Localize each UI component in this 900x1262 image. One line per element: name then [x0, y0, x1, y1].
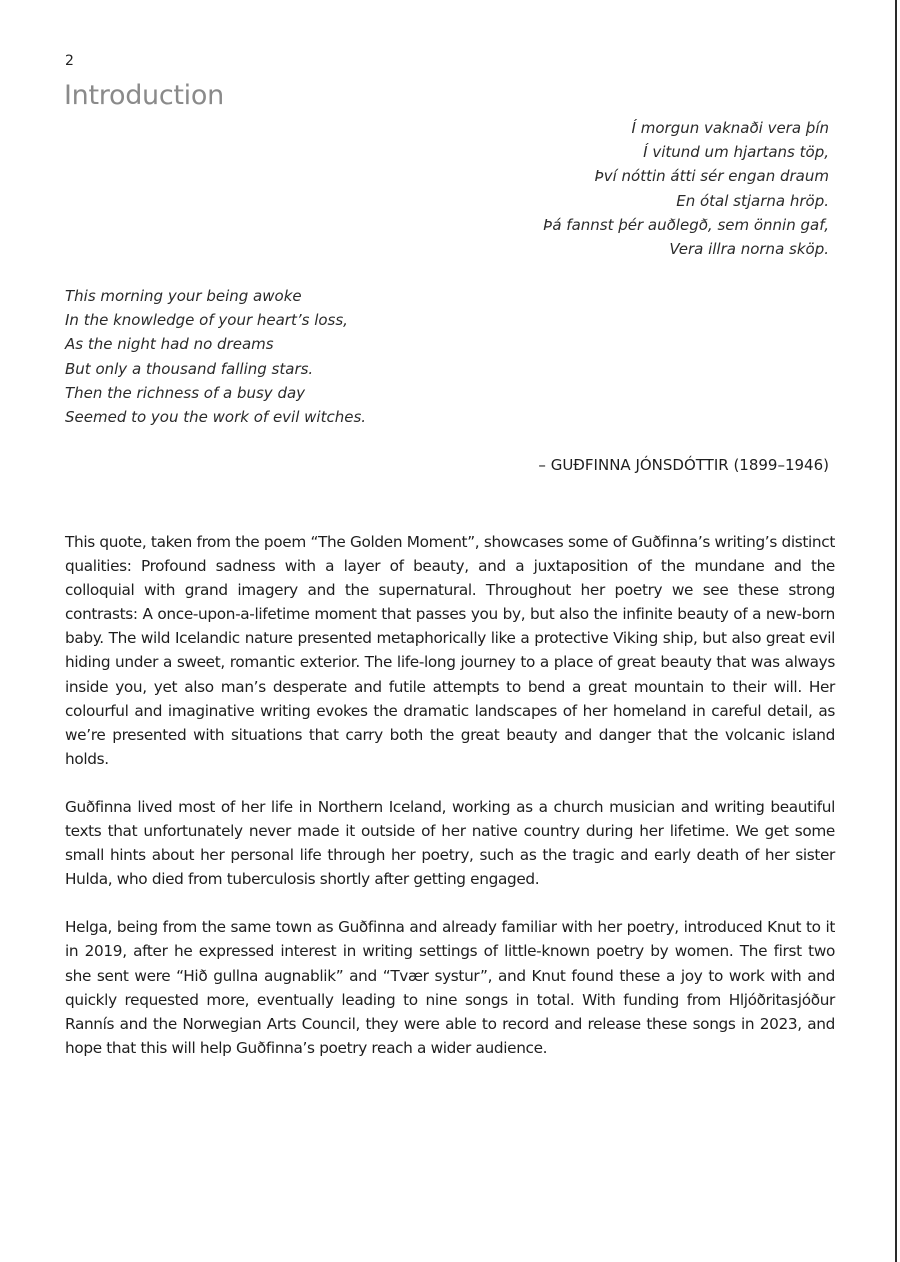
poem-original-line: Í morgun vaknaði vera þín [631, 119, 829, 137]
page-number: 2 [65, 53, 74, 69]
body-paragraph: Helga, being from the same town as Guðfinna and already familiar with her poetry, introduced Knut to it in 2019, after he expressed interest in writing settings of little-known poetry by women. The first two she sent were “Hið gullna augnablik” and “Tvær systur”, and Knut found these a joy to work with and quickly requested more, eventually leading to nine songs in total. With funding from Hljóðritasjóður Rannís and the Norwegian Arts Council, they were able to record and release these songs in 2023, and hope that this will help Guðfinna’s poetry reach a wider audience. [65, 918, 835, 1057]
poem-translation-line: Then the richness of a busy day [65, 383, 306, 402]
poem-original-line: Í vitund um hjartans töp, [643, 143, 829, 162]
poem-translation-line: But only a thousand falling stars. [65, 359, 314, 378]
poem-attribution: – GUÐFINNA JÓNSDÓTTIR (1899–1946) [538, 456, 829, 474]
body-paragraph: Guðfinna lived most of her life in Northern Iceland, working as a church musician and writing beautiful texts that unfortunately never made it outside of her native country during her lifetime. We get some small hints about her personal life through her poetry, such as the tragic and early death of her sister Hulda, who died from tuberculosis shortly after getting engaged. [65, 797, 835, 889]
poem-translation-line: As the night had no dreams [65, 335, 274, 354]
poem-translation-line: This morning your being awoke [65, 287, 302, 305]
poem-original-icelandic [543, 116, 829, 261]
poem-english-translation [65, 284, 366, 429]
body-paragraph: This quote, taken from the poem “The Golden Moment”, showcases some of Guðfinna’s writing’s distinct qualities: Profound sadness with a layer of beauty, and a juxtaposition of the mundane and the colloquial with grand imagery and the supernatural. Throughout her poetry we see these strong contrasts: A once-upon-a-lifetime moment that passes you by, but also the infinite beauty of a new-born baby. The wild Icelandic nature presented metaphorically like a protective Viking ship, but also great evil hiding under a sweet, romantic exterior. The life-long journey to a place of great beauty that was always inside you, yet also man’s desperate and futile attempts to bend a great mountain to their will. Her colourful and imaginative writing evokes the dramatic landscapes of her homeland in careful detail, as we’re presented with situations that carry both the great beauty and danger that the volcanic island holds. [65, 533, 835, 768]
poem-original-line: Því nóttin átti sér engan draum [594, 167, 829, 186]
poem-original-line: Vera illra norna sköp. [669, 240, 829, 259]
body-text [65, 530, 835, 1084]
page-title: Introduction [64, 80, 224, 111]
poem-translation-line: In the knowledge of your heart’s loss, [65, 311, 348, 330]
poem-translation-line: Seemed to you the work of evil witches. [65, 408, 367, 427]
poem-original-line: En ótal stjarna hröp. [676, 191, 829, 210]
poem-original-line: Þá fannst þér auðlegð, sem önnin gaf, [543, 215, 829, 234]
